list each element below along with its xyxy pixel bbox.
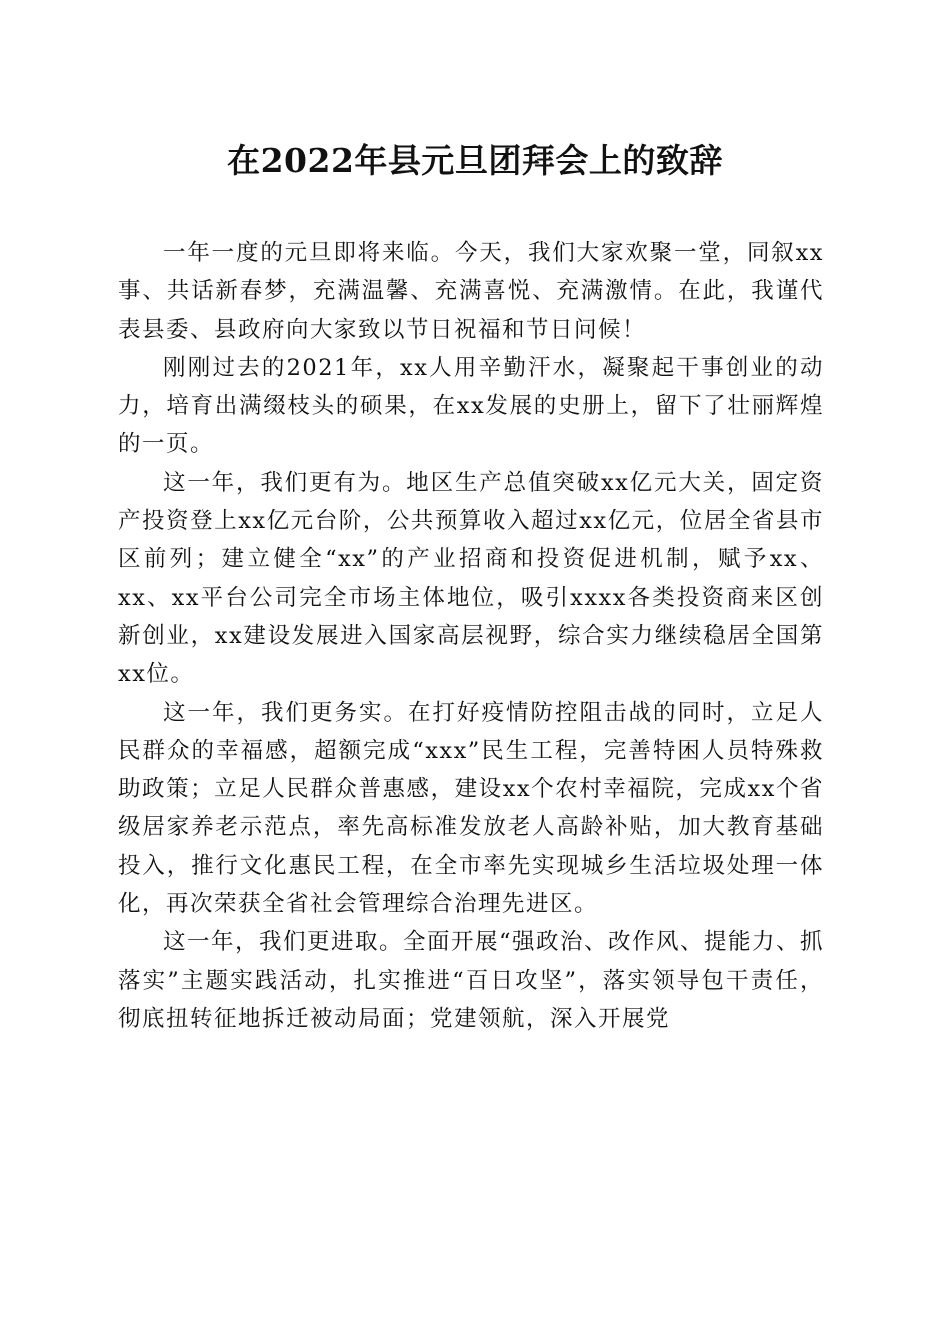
paragraph: 刚刚过去的2021年，xx人用辛勤汗水，凝聚起干事创业的动力，培育出满缀枝头的硕果，在xx发展的史册上，留下了壮丽辉煌的一页。 [118, 354, 824, 458]
document-title: 在2022年县元旦团拜会上的致辞 [227, 141, 723, 180]
document-body [118, 234, 824, 1038]
paragraph: 这一年，我们更进取。全面开展“强政治、改作风、提能力、抓落实”主题实践活动，扎实推进“百日攻坚”，落实领导包干责任，彻底扭转征地拆迁被动局面；党建领航，深入开展党 [118, 929, 825, 1032]
paragraph: 这一年，我们更有为。地区生产总值突破xx亿元大关，固定资产投资登上xx亿元台阶，公共预算收入超过xx亿元，位居全省县市区前列；建立健全“xx”的产业招商和投资促进机制，赋予xx、xx、xx平台公司完全市场主体地位，吸引xxxx各类投资商来区创新创业，xx建设发展进入国家高层视野，综合实力继续稳居全国第xx位。 [118, 469, 824, 688]
paragraph: 一年一度的元旦即将来临。今天，我们大家欢聚一堂，同叙xx事、共话新春梦，充满温馨、充满喜悦、充满激情。在此，我谨代表县委、县政府向大家致以节日祝福和节日问候！ [118, 240, 824, 343]
paragraph: 这一年，我们更务实。在打好疫情防控阻击战的同时，立足人民群众的幸福感，超额完成“xxx”民生工程，完善特困人员特殊救助政策；立足人民群众普惠感，建设xx个农村幸福院，完成xx个省级居家养老示范点，率先高标准发放老人高龄补贴，加大教育基础投入，推行文化惠民工程，在全市率先实现城乡生活垃圾处理一体化，再次荣获全省社会管理综合治理先进区。 [118, 699, 824, 918]
